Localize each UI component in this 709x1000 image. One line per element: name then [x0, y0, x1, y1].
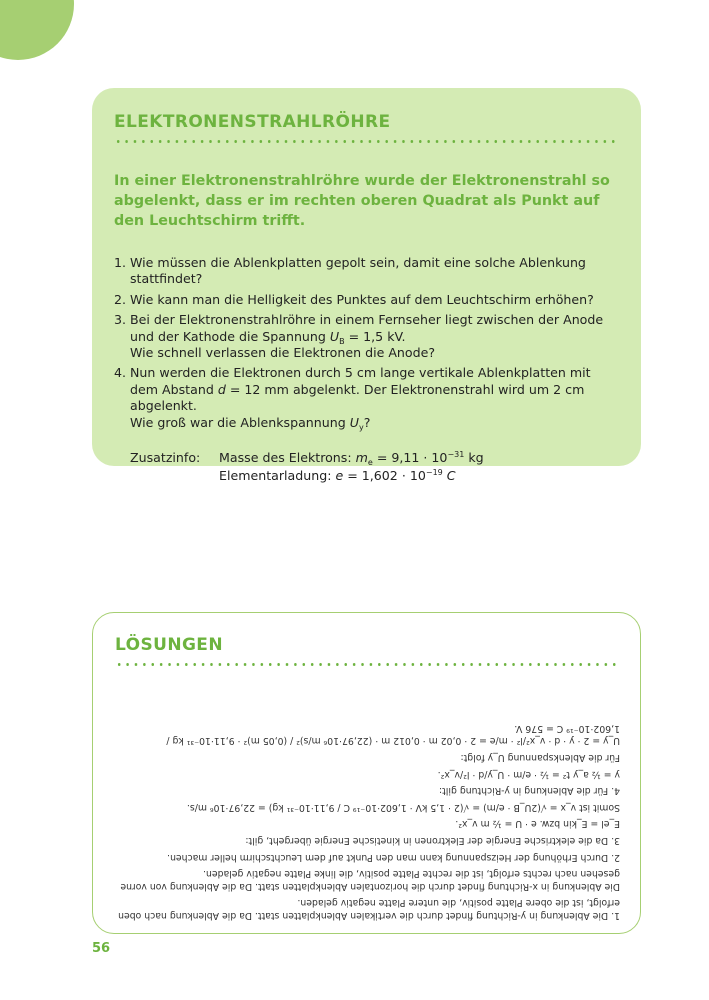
- solution-line: U_y = 2 · y · d · v_x²/l² · m/e = 2 · 0,02 m · 0,012 m · (22,97·10⁶ m/s)² / (0,05 m)² · 9,11·10⁻³¹ kg / 1,602·10⁻¹⁹ C = 576 V.: [166, 722, 620, 747]
- question-number: 2.: [114, 291, 127, 307]
- question-number: 3.: [114, 312, 127, 328]
- elementary-charge: Elementarladung: $e = 1,602 \cdot 10^{-19}$ C: [219, 468, 456, 484]
- chapter-marker: [0, 0, 74, 60]
- electron-mass: Masse des Elektrons: $m_e = 9,11 \cdot 10^{-31}$ kg: [219, 450, 484, 468]
- solution-title: LÖSUNGEN: [115, 635, 223, 655]
- question-number: 4.: [114, 365, 127, 381]
- solution-text-upside-down: [115, 681, 620, 921]
- solution-card: [92, 612, 641, 934]
- dotted-divider: [115, 663, 618, 666]
- solution-line: 3. Da die elektrische Energie der Elektronen in kinetische Energie übergeht, gilt:: [245, 835, 620, 847]
- solution-line: E_el = E_kin bzw. e · U = ½ m v_x².: [455, 818, 620, 830]
- question-text: Bei der Elektronenstrahlröhre in einem Fernseher liegt zwischen der Anode und der Kathode die Spannung $U_B = 1,5$ kV. Wie schnell verlassen die Elektronen die Anode?: [130, 312, 604, 361]
- task-card: [92, 88, 641, 484]
- extra-info: [114, 449, 619, 485]
- question-text: Nun werden die Elektronen durch 5 cm lange vertikale Ablenkplatten mit dem Abstand d = 12 mm abgelenkt. Der Elektronenstrahl wird um 2 cm abgelenkt. Wie groß war die Ablenkspannung $U_y$?: [130, 365, 591, 432]
- dotted-divider: [114, 140, 619, 143]
- task-lead: In einer Elektronenstrahlröhre wurde der Elektronenstrahl so abgelenkt, dass er im rechten oberen Quadrat als Punkt auf den Leuchtschirm trifft.: [114, 173, 610, 229]
- question-list: [114, 255, 619, 431]
- question-item: [114, 312, 619, 361]
- question-item: [114, 255, 619, 288]
- extra-info-label: Zusatzinfo:: [130, 450, 201, 466]
- solution-line: 1. Die Ablenkung in y-Richtung findet durch die vertikalen Ablenkplatten statt. Da die Ablenkung nach oben erfolgt, ist die obere Platte positiv, die untere Platte negativ geladen.: [118, 897, 620, 921]
- solution-line: Somit ist v_x = √(2U_B · e/m) = √(2 · 1,5 kV · 1,602·10⁻¹⁹ C / 9,11·10⁻³¹ kg) = 22,97·10⁶ m/s.: [186, 801, 620, 813]
- solution-line: Für die Ablenkspannung U_y folgt:: [460, 752, 620, 764]
- solution-line: 2. Durch Erhöhung der Heizspannung kann man den Punkt auf dem Leuchtschirm heller machen.: [167, 851, 620, 863]
- question-item: [114, 365, 619, 431]
- solution-line: y = ½ a_y t² = ½ · e/m · U_y/d · l²/v_x².: [437, 768, 620, 780]
- question-item: [114, 292, 619, 308]
- extra-info-values: [219, 449, 484, 485]
- solution-line: Die Ablenkung in x-Richtung findet durch die horizontalen Ablenkplatten statt. Da die Ablenkung von vorne gesehen nach rechts erfolgt, ist die rechte Platte positiv, die linke Platte negativ geladen.: [120, 868, 620, 892]
- question-number: 1.: [114, 255, 127, 270]
- page-number: 56: [92, 941, 111, 956]
- question-text: Wie kann man die Helligkeit des Punktes auf dem Leuchtschirm erhöhen?: [130, 291, 594, 307]
- solution-line: 4. Für die Ablenkung in y-Richtung gilt:: [439, 785, 620, 797]
- question-text: Wie müssen die Ablenkplatten gepolt sein, damit eine solche Ablenkung stattfindet?: [130, 255, 586, 287]
- task-title: ELEKTRONENSTRAHLRÖHRE: [114, 112, 391, 132]
